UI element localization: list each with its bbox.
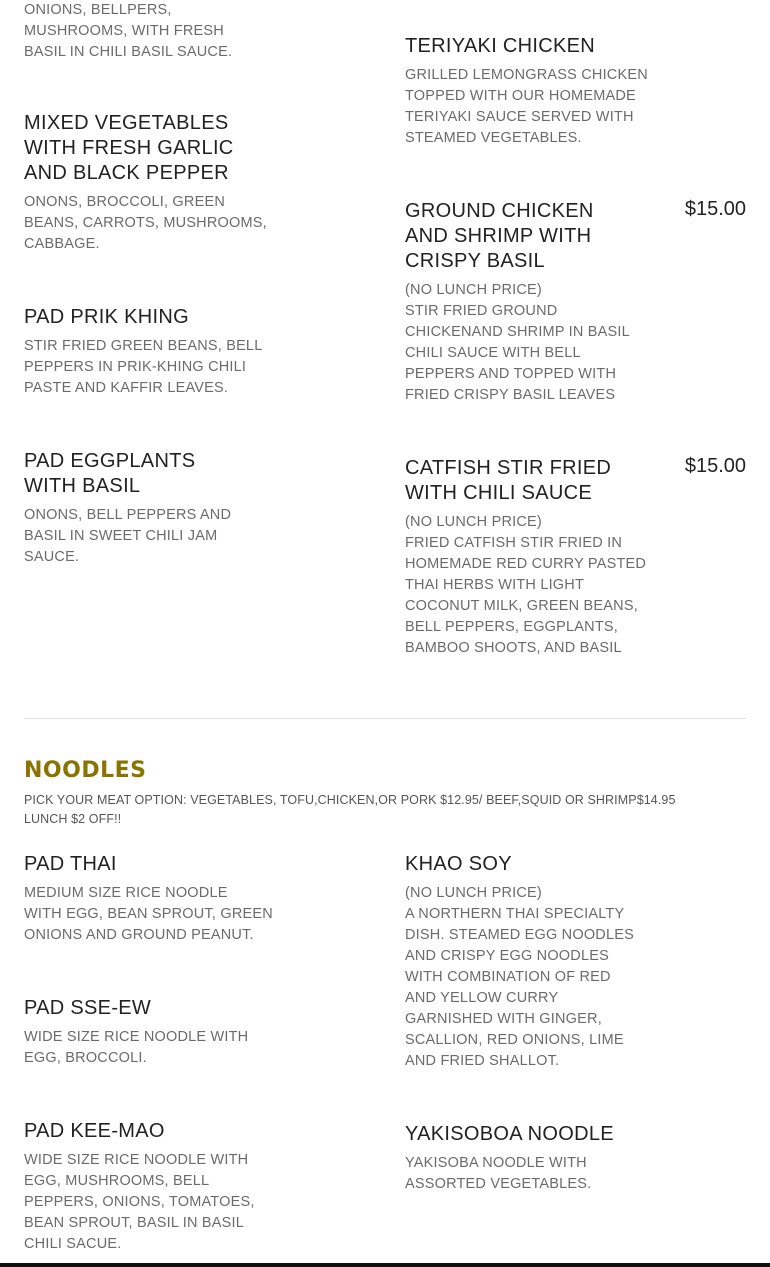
desc-line: BELL PEPPERS, EGGPLANTS, <box>405 619 618 635</box>
menu-item-pad-sse-ew <box>24 996 354 1069</box>
item-title <box>24 1119 354 1144</box>
desc-line: PEPPERS IN PRIK-KHING CHILI <box>24 359 247 375</box>
title-line: PAD THAI <box>24 853 117 875</box>
menu-item-catfish-stir-fried <box>405 456 665 659</box>
menu-item-basil-continued <box>24 0 354 63</box>
title-line: WITH CHILI SAUCE <box>405 482 593 504</box>
desc-line: FRIED CRISPY BASIL LEAVES <box>405 387 616 403</box>
title-line: PAD KEE-MAO <box>24 1120 165 1142</box>
desc-line: (NO LUNCH PRICE) <box>405 514 542 530</box>
title-line: PAD SSE-EW <box>24 997 152 1019</box>
desc-line: THAI HERBS WITH LIGHT <box>405 577 585 593</box>
item-title <box>405 199 665 274</box>
item-price: $15.00 <box>684 455 746 477</box>
item-description <box>405 280 665 406</box>
item-description <box>24 0 354 63</box>
menu-item-mixed-vegetables <box>24 111 354 255</box>
title-line: AND BLACK PEPPER <box>24 162 229 184</box>
title-line: CATFISH STIR FRIED <box>405 457 612 479</box>
item-title <box>405 34 665 59</box>
item-title <box>24 852 354 877</box>
desc-line: STIR FRIED GREEN BEANS, BELL <box>24 338 263 354</box>
item-title <box>24 111 354 186</box>
item-price: $15.00 <box>684 198 746 220</box>
item-description <box>24 883 354 946</box>
menu-item-ground-chicken-shrimp <box>405 199 665 406</box>
desc-line: PEPPERS, ONIONS, TOMATOES, <box>24 1194 255 1210</box>
item-description <box>24 505 354 568</box>
section-divider <box>24 718 746 719</box>
desc-line: ONIONS AND GROUND PEANUT. <box>24 927 254 943</box>
desc-line: CHICKENAND SHRIMP IN BASIL <box>405 324 630 340</box>
desc-line: STIR FRIED GROUND <box>405 303 558 319</box>
desc-line: ONONS, BELL PEPPERS AND <box>24 507 232 523</box>
item-description <box>24 192 354 255</box>
item-description <box>405 65 665 149</box>
title-line: KHAO SOY <box>405 853 512 875</box>
item-description <box>24 1150 354 1255</box>
menu-item-pad-eggplants <box>24 449 354 568</box>
desc-line: BASIL IN CHILI BASIL SAUCE. <box>24 44 233 60</box>
desc-line: COCONUT MILK, GREEN BEANS, <box>405 598 638 614</box>
item-description <box>405 1153 665 1195</box>
desc-line: SAUCE. <box>24 549 80 565</box>
desc-line: HOMEMADE RED CURRY PASTED <box>405 556 647 572</box>
menu-item-pad-thai <box>24 852 354 946</box>
desc-line: AND FRIED SHALLOT. <box>405 1053 560 1069</box>
menu-item-teriyaki-chicken <box>405 34 665 149</box>
section-title-noodles: NOODLES <box>24 758 147 783</box>
title-line: YAKISOBOA NOODLE <box>405 1123 614 1145</box>
title-line: TERIYAKI CHICKEN <box>405 35 596 57</box>
desc-line: BEAN SPROUT, BASIL IN BASIL <box>24 1215 245 1231</box>
desc-line: STEAMED VEGETABLES. <box>405 130 582 146</box>
desc-line: SCALLION, RED ONIONS, LIME <box>405 1032 624 1048</box>
desc-line: YAKISOBA NOODLE WITH <box>405 1155 587 1171</box>
item-description <box>24 336 354 399</box>
item-description <box>405 883 665 1072</box>
title-line: CRISPY BASIL <box>405 250 545 272</box>
desc-line: PASTE AND KAFFIR LEAVES. <box>24 380 229 396</box>
title-line: PAD EGGPLANTS <box>24 450 196 472</box>
desc-line: MEDIUM SIZE RICE NOODLE <box>24 885 228 901</box>
item-title <box>405 1122 665 1147</box>
item-description <box>24 1027 354 1069</box>
desc-line: WITH COMBINATION OF RED <box>405 969 611 985</box>
desc-line: CHILI SAUCE WITH BELL <box>405 345 581 361</box>
menu-item-khao-soy <box>405 852 665 1072</box>
desc-line: BEANS, CARROTS, MUSHROOMS, <box>24 215 267 231</box>
desc-line: A NORTHERN THAI SPECIALTY <box>405 906 625 922</box>
menu-item-pad-kee-mao <box>24 1119 354 1255</box>
desc-line: CHILI SACUE. <box>24 1236 122 1252</box>
desc-line: EGG, MUSHROOMS, BELL <box>24 1173 210 1189</box>
desc-line: MUSHROOMS, WITH FRESH <box>24 23 224 39</box>
desc-line: DISH. STEAMED EGG NOODLES <box>405 927 634 943</box>
desc-line: (NO LUNCH PRICE) <box>405 282 542 298</box>
menu-item-pad-prik-khing <box>24 305 354 399</box>
title-line: GROUND CHICKEN <box>405 200 594 222</box>
item-title <box>24 449 354 499</box>
desc-line: ASSORTED VEGETABLES. <box>405 1176 592 1192</box>
menu-item-yakisoboa-noodle <box>405 1122 665 1195</box>
desc-line: PEPPERS AND TOPPED WITH <box>405 366 617 382</box>
desc-line: TERIYAKI SAUCE SERVED WITH <box>405 109 634 125</box>
desc-line: FRIED CATFISH STIR FRIED IN <box>405 535 622 551</box>
desc-line: AND YELLOW CURRY <box>405 990 559 1006</box>
title-line: PAD PRIK KHING <box>24 306 189 328</box>
item-title <box>24 996 354 1021</box>
title-line: AND SHRIMP WITH <box>405 225 592 247</box>
desc-line: WITH EGG, BEAN SPROUT, GREEN <box>24 906 273 922</box>
item-description <box>405 512 665 659</box>
desc-line: AND CRISPY EGG NOODLES <box>405 948 609 964</box>
desc-line: GRILLED LEMONGRASS CHICKEN <box>405 67 648 83</box>
title-line: MIXED VEGETABLES <box>24 112 229 134</box>
section-note <box>24 791 746 829</box>
desc-line: BASIL IN SWEET CHILI JAM <box>24 528 218 544</box>
item-title <box>405 456 665 506</box>
bottom-edge-bar <box>0 1263 770 1267</box>
desc-line: TOPPED WITH OUR HOMEMADE <box>405 88 636 104</box>
desc-line: ONONS, BROCCOLI, GREEN <box>24 194 225 210</box>
item-title <box>405 852 665 877</box>
item-title <box>24 305 354 330</box>
desc-line: CABBAGE. <box>24 236 100 252</box>
note-line: PICK YOUR MEAT OPTION: VEGETABLES, TOFU,CHICKEN,OR PORK $12.95/ BEEF,SQUID OR SHRIMP$14.95 <box>24 793 676 807</box>
title-line: WITH BASIL <box>24 475 141 497</box>
title-line: WITH FRESH GARLIC <box>24 137 234 159</box>
desc-line: WIDE SIZE RICE NOODLE WITH <box>24 1152 249 1168</box>
desc-line: GARNISHED WITH GINGER, <box>405 1011 602 1027</box>
desc-line: BAMBOO SHOOTS, AND BASIL <box>405 640 622 656</box>
desc-line: (NO LUNCH PRICE) <box>405 885 542 901</box>
desc-line: WIDE SIZE RICE NOODLE WITH <box>24 1029 249 1045</box>
note-line: LUNCH $2 OFF!! <box>24 812 122 826</box>
desc-line: EGG, BROCCOLI. <box>24 1050 147 1066</box>
desc-line: ONIONS, BELLPERS, <box>24 2 172 18</box>
